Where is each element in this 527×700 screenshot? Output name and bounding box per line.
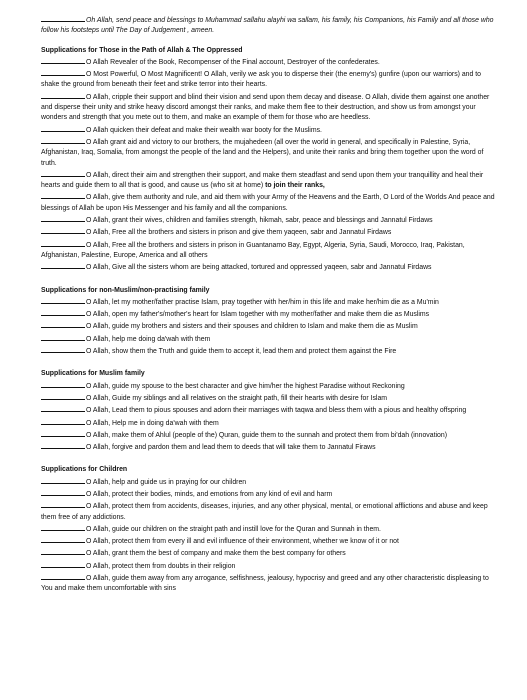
blank-line <box>41 261 85 269</box>
supplication-item <box>41 535 497 547</box>
blank-line <box>41 488 85 496</box>
supplication-item <box>41 136 497 169</box>
supplication-item <box>41 488 497 500</box>
supplication-item <box>41 68 497 91</box>
supplication-item <box>41 124 497 136</box>
supplication-text: O Allah, cripple their support and blind their vision and send upon them decay and disease. O Allah, divide them against one another and disperse their unity and strike heavy discord amongst their ranks, and make them flee to their destruction, and show us from amongst your wonders and strength that you mete out to them, and make an example of them for those who are heedless. <box>41 93 490 122</box>
supplication-text: O Most Powerful, O Most Magnificent! O Allah, verily we ask you to disperse their (the enemy's) gunfire (upon our warriors) and to shake the ground from beneath their feet and strike terror into their hearts. <box>41 71 482 89</box>
sections-container <box>41 46 497 595</box>
blank-line <box>41 226 85 234</box>
supplication-text: O Allah, Give all the sisters whom are being attacked, tortured and oppressed yaqeen, sabr and Jannatul Firdaws <box>86 264 432 272</box>
supplication-text: O Allah, Free all the brothers and sisters in prison and give them yaqeen, sabr and Jannatul Firdaws <box>86 229 392 237</box>
blank-line <box>41 320 85 328</box>
blank-line <box>41 500 85 508</box>
supplication-item <box>41 56 497 68</box>
supplication-item <box>41 500 497 523</box>
blank-line <box>41 214 85 222</box>
supplication-item <box>41 560 497 572</box>
blank-line <box>41 380 85 388</box>
intro-text: Oh Allah, send peace and blessings to Muhammad sallahu alayhi wa sallam, his family, his Companions, his Family and all those who follow his footsteps until The Day of Judgement , ameen. <box>41 17 494 35</box>
blank-line <box>41 441 85 449</box>
blank-line <box>41 547 85 555</box>
blank-line <box>41 476 85 484</box>
blank-line <box>41 308 85 316</box>
supplication-text: O Allah, make them of Ahlul (people of the) Quran, guide them to the sunnah and protect them from bi'dah (innovation) <box>86 431 447 439</box>
supplication-text: O Allah, protect their bodies, minds, and emotions from any kind of evil and harm <box>86 490 333 498</box>
supplication-item <box>41 191 497 214</box>
supplication-text: O Allah, Guide my siblings and all relatives on the straight path, fill their hearts with desire for Islam <box>86 394 388 402</box>
supplication-text: O Allah quicken their defeat and make their wealth war booty for the Muslims. <box>86 126 322 134</box>
supplication-item <box>41 261 497 273</box>
supplication-text: O Allah, help and guide us in praying for our children <box>86 478 247 486</box>
supplication-section <box>41 46 497 274</box>
supplication-bold-text: to join their ranks, <box>263 182 325 190</box>
supplication-item <box>41 441 497 453</box>
section-heading: Supplications for non-Muslim/non-practising family <box>41 286 210 294</box>
supplication-item <box>41 296 497 308</box>
supplication-text: O Allah, forgive and pardon them and lead them to deeds that will take them to Jannatul Firaws <box>86 444 376 452</box>
supplication-item <box>41 392 497 404</box>
blank-line <box>41 56 85 64</box>
section-heading: Supplications for Muslim family <box>41 370 145 378</box>
supplication-text: O Allah, guide them away from any arrogance, selfishness, jealousy, hypocrisy and greed and any other characteristic displeasing to You and make them uncomfortable with sins <box>41 575 489 593</box>
supplication-text: O Allah, Help me in doing da'wah with them <box>86 419 219 427</box>
blank-line <box>41 169 85 177</box>
blank-line <box>41 523 85 531</box>
supplication-item <box>41 404 497 416</box>
blank-line <box>41 429 85 437</box>
blank-line <box>41 239 85 247</box>
blank-line <box>41 136 85 144</box>
supplication-item <box>41 91 497 124</box>
supplication-item <box>41 476 497 488</box>
supplication-text: O Allah, grant them the best of company and make them the best company for others <box>86 550 346 558</box>
supplication-text: O Allah, protect them from accidents, diseases, injuries, and any other physical, mental, or emotional afflictions and abuse and keep them free of any addictions. <box>41 503 488 521</box>
supplication-text: O Allah, guide our children on the straight path and instill love for the Quran and Sunnah in them. <box>86 525 381 533</box>
supplication-item <box>41 320 497 332</box>
supplication-text: O Allah, protect them from every ill and evil influence of their environment, whether we know of it or not <box>86 538 399 546</box>
blank-line <box>41 345 85 353</box>
supplication-item <box>41 523 497 535</box>
blank-line <box>41 392 85 400</box>
supplication-item <box>41 308 497 320</box>
section-heading: Supplications for Those in the Path of Allah & The Oppressed <box>41 46 243 54</box>
supplication-section <box>41 369 497 453</box>
supplication-text: O Allah, guide my brothers and sisters and their spouses and children to Islam and make them die as Muslim <box>86 323 418 331</box>
blank-line <box>41 417 85 425</box>
supplication-item <box>41 345 497 357</box>
supplication-section <box>41 286 497 358</box>
supplication-item <box>41 429 497 441</box>
supplication-item <box>41 214 497 226</box>
blank-line <box>41 191 85 199</box>
supplication-item <box>41 169 497 192</box>
intro-paragraph <box>41 14 497 37</box>
supplication-text: O Allah, show them the Truth and guide them to accept it, lead them and protect them against the Fire <box>86 348 397 356</box>
supplication-section <box>41 465 497 594</box>
supplication-item <box>41 572 497 595</box>
supplication-item <box>41 417 497 429</box>
supplication-text: O Allah, grant their wives, children and families strength, hikmah, sabr, peace and blessings and Jannatul Firdaws <box>86 217 433 225</box>
blank-line <box>41 14 85 22</box>
blank-line <box>41 404 85 412</box>
supplication-text: O Allah Revealer of the Book, Recompenser of the Final account, Destroyer of the confederates. <box>86 58 380 66</box>
blank-line <box>41 68 85 76</box>
blank-line <box>41 91 85 99</box>
supplication-text: O Allah, Free all the brothers and sisters in prison in Guantanamo Bay, Egypt, Algeria, Syria, Saudi, Morocco, Iraq, Pakistan, Afghanistan, Palestine, Europe, America and all others <box>41 241 465 259</box>
supplication-text: O Allah, Lead them to pious spouses and adorn their marriages with taqwa and bless them with a pious and healthy offspring <box>86 407 467 415</box>
supplication-item <box>41 226 497 238</box>
supplication-item <box>41 333 497 345</box>
supplication-text: O Allah, open my father's/mother's heart for Islam together with my mother/father and make them die as Muslims <box>86 311 430 319</box>
supplication-text: O Allah, help me doing da'wah with them <box>86 335 211 343</box>
blank-line <box>41 124 85 132</box>
supplication-text: O Allah, guide my spouse to the best character and give him/her the highest Paradise without Reckoning <box>86 382 405 390</box>
supplication-text: O Allah grant aid and victory to our brothers, the mujahedeen (all over the world in general, and specifically in Palestine, Syria, Afghanistan, Iraq, Somalia, from amongst the people of the land and the Helpers), and unite their ranks and bring them together upon the word of truth. <box>41 138 484 167</box>
supplication-text: O Allah, let my mother/father practise Islam, pray together with her/him in this life and make her/him die as a Mu'min <box>86 298 439 306</box>
blank-line <box>41 560 85 568</box>
supplication-item <box>41 239 497 262</box>
supplication-item <box>41 380 497 392</box>
supplication-text: O Allah, give them authority and rule, and aid them with your Army of the Heavens and the Earth, O Lord of the Worlds And peace and blessings of Allah be upon His Messenger and his family and all the companions. <box>41 194 495 212</box>
blank-line <box>41 333 85 341</box>
supplication-item <box>41 547 497 559</box>
supplication-text: O Allah, direct their aim and strengthen their support, and make them steadfast and send upon them your tranquillity and heal their hearts and guide them to all that is good, and cause us (who sit at home) <box>41 171 484 190</box>
blank-line <box>41 296 85 304</box>
blank-line <box>41 572 85 580</box>
blank-line <box>41 535 85 543</box>
section-heading: Supplications for Children <box>41 466 128 474</box>
supplication-text: O Allah, protect them from doubts in their religion <box>86 562 236 570</box>
